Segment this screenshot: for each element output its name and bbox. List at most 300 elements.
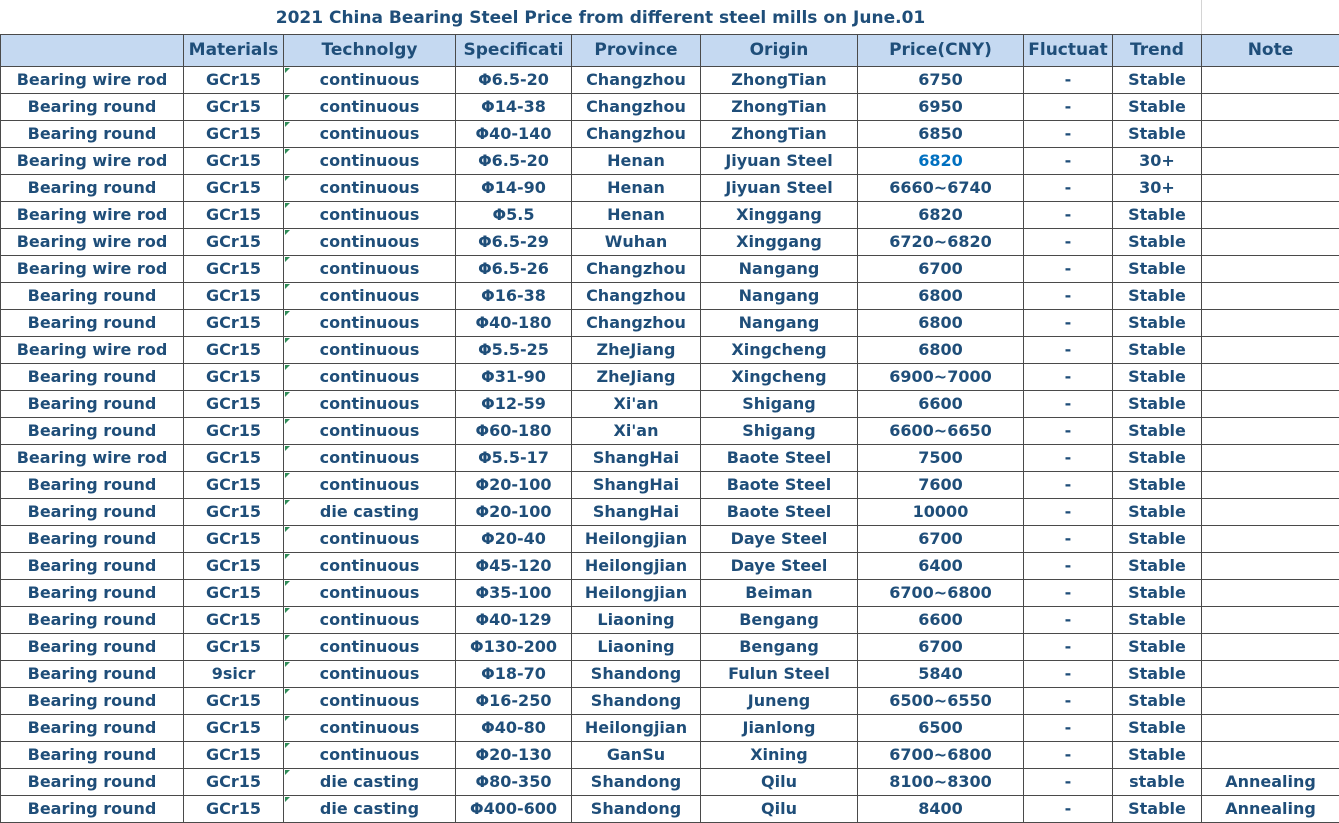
- cell-technology[interactable]: continuous: [284, 337, 456, 364]
- cell-origin[interactable]: Qilu: [701, 769, 858, 796]
- cell-province[interactable]: Changzhou: [572, 283, 701, 310]
- cell-specification[interactable]: Φ5.5-25: [456, 337, 572, 364]
- cell-note[interactable]: [1202, 472, 1339, 499]
- cell-trend[interactable]: Stable: [1113, 742, 1202, 769]
- cell-origin[interactable]: ZhongTian: [701, 67, 858, 94]
- cell-product-name[interactable]: Bearing round: [1, 796, 184, 823]
- cell-note[interactable]: [1202, 121, 1339, 148]
- cell-material[interactable]: GCr15: [184, 310, 284, 337]
- cell-province[interactable]: Henan: [572, 175, 701, 202]
- cell-specification[interactable]: Φ6.5-20: [456, 148, 572, 175]
- cell-origin[interactable]: Xinggang: [701, 202, 858, 229]
- cell-trend[interactable]: Stable: [1113, 391, 1202, 418]
- cell-fluctuation[interactable]: -: [1024, 202, 1113, 229]
- cell-specification[interactable]: Φ35-100: [456, 580, 572, 607]
- cell-origin[interactable]: Nangang: [701, 310, 858, 337]
- cell-price[interactable]: 6800: [858, 283, 1024, 310]
- cell-specification[interactable]: Φ40-140: [456, 121, 572, 148]
- cell-price[interactable]: 6700~6800: [858, 742, 1024, 769]
- cell-technology[interactable]: continuous: [284, 283, 456, 310]
- cell-material[interactable]: GCr15: [184, 337, 284, 364]
- header-name[interactable]: [1, 35, 184, 67]
- cell-technology[interactable]: continuous: [284, 67, 456, 94]
- cell-price[interactable]: 6850: [858, 121, 1024, 148]
- cell-origin[interactable]: Nangang: [701, 283, 858, 310]
- cell-price[interactable]: 6800: [858, 310, 1024, 337]
- cell-product-name[interactable]: Bearing wire rod: [1, 229, 184, 256]
- cell-note[interactable]: [1202, 661, 1339, 688]
- cell-trend[interactable]: Stable: [1113, 310, 1202, 337]
- cell-province[interactable]: GanSu: [572, 742, 701, 769]
- cell-specification[interactable]: Φ16-38: [456, 283, 572, 310]
- cell-fluctuation[interactable]: -: [1024, 796, 1113, 823]
- cell-fluctuation[interactable]: -: [1024, 499, 1113, 526]
- cell-technology[interactable]: continuous: [284, 634, 456, 661]
- cell-trend[interactable]: Stable: [1113, 499, 1202, 526]
- cell-note[interactable]: [1202, 283, 1339, 310]
- cell-trend[interactable]: Stable: [1113, 121, 1202, 148]
- cell-product-name[interactable]: Bearing round: [1, 580, 184, 607]
- cell-trend[interactable]: Stable: [1113, 202, 1202, 229]
- header-technology[interactable]: Technolgy: [284, 35, 456, 67]
- cell-specification[interactable]: Φ6.5-26: [456, 256, 572, 283]
- header-trend[interactable]: Trend: [1113, 35, 1202, 67]
- cell-origin[interactable]: Baote Steel: [701, 472, 858, 499]
- cell-note[interactable]: [1202, 310, 1339, 337]
- cell-fluctuation[interactable]: -: [1024, 715, 1113, 742]
- cell-fluctuation[interactable]: -: [1024, 742, 1113, 769]
- cell-technology[interactable]: continuous: [284, 391, 456, 418]
- cell-technology[interactable]: continuous: [284, 607, 456, 634]
- cell-origin[interactable]: Xining: [701, 742, 858, 769]
- price-table: [0, 34, 1339, 823]
- cell-price[interactable]: 6600: [858, 607, 1024, 634]
- cell-province[interactable]: Shandong: [572, 796, 701, 823]
- cell-trend[interactable]: Stable: [1113, 337, 1202, 364]
- cell-trend[interactable]: 30+: [1113, 148, 1202, 175]
- header-materials[interactable]: Materials: [184, 35, 284, 67]
- cell-province[interactable]: Changzhou: [572, 121, 701, 148]
- cell-material[interactable]: GCr15: [184, 688, 284, 715]
- cell-technology[interactable]: continuous: [284, 202, 456, 229]
- cell-price[interactable]: 6600: [858, 391, 1024, 418]
- cell-technology[interactable]: continuous: [284, 229, 456, 256]
- cell-province[interactable]: Heilongjian: [572, 553, 701, 580]
- cell-material[interactable]: GCr15: [184, 796, 284, 823]
- cell-price[interactable]: 7500: [858, 445, 1024, 472]
- cell-origin[interactable]: Fulun Steel: [701, 661, 858, 688]
- cell-province[interactable]: Changzhou: [572, 94, 701, 121]
- cell-technology[interactable]: continuous: [284, 94, 456, 121]
- cell-material[interactable]: GCr15: [184, 418, 284, 445]
- cell-trend[interactable]: Stable: [1113, 796, 1202, 823]
- cell-origin[interactable]: Qilu: [701, 796, 858, 823]
- cell-note[interactable]: [1202, 391, 1339, 418]
- cell-trend[interactable]: Stable: [1113, 94, 1202, 121]
- cell-technology[interactable]: continuous: [284, 580, 456, 607]
- cell-note[interactable]: [1202, 688, 1339, 715]
- cell-note[interactable]: [1202, 418, 1339, 445]
- cell-province[interactable]: Shandong: [572, 769, 701, 796]
- cell-note[interactable]: [1202, 337, 1339, 364]
- cell-product-name[interactable]: Bearing wire rod: [1, 67, 184, 94]
- table-row: [1, 553, 1339, 580]
- cell-trend[interactable]: Stable: [1113, 229, 1202, 256]
- cell-price[interactable]: 6700~6800: [858, 580, 1024, 607]
- cell-product-name[interactable]: Bearing wire rod: [1, 256, 184, 283]
- cell-product-name[interactable]: Bearing round: [1, 175, 184, 202]
- cell-fluctuation[interactable]: -: [1024, 337, 1113, 364]
- cell-province[interactable]: Heilongjian: [572, 715, 701, 742]
- cell-note[interactable]: [1202, 175, 1339, 202]
- cell-material[interactable]: GCr15: [184, 121, 284, 148]
- cell-price[interactable]: 6700: [858, 526, 1024, 553]
- cell-trend[interactable]: Stable: [1113, 364, 1202, 391]
- cell-specification[interactable]: Φ80-350: [456, 769, 572, 796]
- cell-note[interactable]: [1202, 499, 1339, 526]
- cell-origin[interactable]: Xinggang: [701, 229, 858, 256]
- cell-material[interactable]: GCr15: [184, 391, 284, 418]
- cell-note[interactable]: [1202, 202, 1339, 229]
- cell-trend[interactable]: stable: [1113, 769, 1202, 796]
- cell-note[interactable]: [1202, 607, 1339, 634]
- cell-province[interactable]: ZheJiang: [572, 337, 701, 364]
- cell-technology[interactable]: continuous: [284, 553, 456, 580]
- cell-technology[interactable]: continuous: [284, 418, 456, 445]
- cell-specification[interactable]: Φ20-100: [456, 499, 572, 526]
- cell-technology[interactable]: continuous: [284, 310, 456, 337]
- title-row: [0, 0, 1339, 34]
- cell-specification[interactable]: Φ40-180: [456, 310, 572, 337]
- table-row: [1, 202, 1339, 229]
- cell-province[interactable]: ShangHai: [572, 445, 701, 472]
- cell-technology[interactable]: continuous: [284, 121, 456, 148]
- cell-product-name[interactable]: Bearing round: [1, 418, 184, 445]
- cell-trend[interactable]: Stable: [1113, 580, 1202, 607]
- cell-product-name[interactable]: Bearing round: [1, 94, 184, 121]
- cell-product-name[interactable]: Bearing round: [1, 634, 184, 661]
- cell-product-name[interactable]: Bearing round: [1, 499, 184, 526]
- cell-trend[interactable]: Stable: [1113, 283, 1202, 310]
- cell-material[interactable]: GCr15: [184, 526, 284, 553]
- cell-technology[interactable]: die casting: [284, 796, 456, 823]
- cell-province[interactable]: Heilongjian: [572, 526, 701, 553]
- header-price[interactable]: Price(CNY): [858, 35, 1024, 67]
- cell-province[interactable]: ShangHai: [572, 472, 701, 499]
- cell-price[interactable]: 7600: [858, 472, 1024, 499]
- cell-material[interactable]: GCr15: [184, 229, 284, 256]
- cell-price[interactable]: 6500: [858, 715, 1024, 742]
- cell-specification[interactable]: Φ5.5: [456, 202, 572, 229]
- cell-fluctuation[interactable]: -: [1024, 283, 1113, 310]
- cell-province[interactable]: Changzhou: [572, 67, 701, 94]
- cell-fluctuation[interactable]: -: [1024, 553, 1113, 580]
- cell-material[interactable]: GCr15: [184, 283, 284, 310]
- cell-fluctuation[interactable]: -: [1024, 121, 1113, 148]
- cell-product-name[interactable]: Bearing round: [1, 553, 184, 580]
- cell-material[interactable]: GCr15: [184, 202, 284, 229]
- cell-note[interactable]: [1202, 445, 1339, 472]
- table-row: [1, 337, 1339, 364]
- cell-fluctuation[interactable]: -: [1024, 688, 1113, 715]
- cell-fluctuation[interactable]: -: [1024, 229, 1113, 256]
- cell-trend[interactable]: Stable: [1113, 553, 1202, 580]
- cell-product-name[interactable]: Bearing wire rod: [1, 337, 184, 364]
- cell-origin[interactable]: ZhongTian: [701, 94, 858, 121]
- cell-trend[interactable]: Stable: [1113, 607, 1202, 634]
- cell-province[interactable]: Liaoning: [572, 634, 701, 661]
- cell-product-name[interactable]: Bearing round: [1, 283, 184, 310]
- cell-origin[interactable]: Jiyuan Steel: [701, 175, 858, 202]
- cell-specification[interactable]: Φ45-120: [456, 553, 572, 580]
- cell-product-name[interactable]: Bearing round: [1, 391, 184, 418]
- cell-origin[interactable]: ZhongTian: [701, 121, 858, 148]
- table-row: [1, 283, 1339, 310]
- cell-technology[interactable]: continuous: [284, 742, 456, 769]
- cell-technology[interactable]: continuous: [284, 256, 456, 283]
- cell-province[interactable]: Liaoning: [572, 607, 701, 634]
- cell-trend[interactable]: Stable: [1113, 472, 1202, 499]
- cell-trend[interactable]: Stable: [1113, 688, 1202, 715]
- cell-fluctuation[interactable]: -: [1024, 418, 1113, 445]
- cell-province[interactable]: ZheJiang: [572, 364, 701, 391]
- cell-note[interactable]: Annealing: [1202, 796, 1339, 823]
- cell-province[interactable]: Henan: [572, 148, 701, 175]
- cell-province[interactable]: Xi'an: [572, 391, 701, 418]
- table-row: [1, 94, 1339, 121]
- cell-trend[interactable]: Stable: [1113, 661, 1202, 688]
- cell-fluctuation[interactable]: -: [1024, 526, 1113, 553]
- cell-specification[interactable]: Φ130-200: [456, 634, 572, 661]
- cell-fluctuation[interactable]: -: [1024, 364, 1113, 391]
- cell-product-name[interactable]: Bearing round: [1, 121, 184, 148]
- cell-trend[interactable]: Stable: [1113, 715, 1202, 742]
- cell-province[interactable]: Wuhan: [572, 229, 701, 256]
- cell-technology[interactable]: continuous: [284, 445, 456, 472]
- cell-product-name[interactable]: Bearing round: [1, 769, 184, 796]
- cell-price[interactable]: 6700: [858, 634, 1024, 661]
- cell-product-name[interactable]: Bearing wire rod: [1, 445, 184, 472]
- cell-price[interactable]: 6820: [858, 202, 1024, 229]
- cell-note[interactable]: [1202, 148, 1339, 175]
- cell-product-name[interactable]: Bearing round: [1, 661, 184, 688]
- cell-fluctuation[interactable]: -: [1024, 472, 1113, 499]
- cell-material[interactable]: GCr15: [184, 634, 284, 661]
- cell-price[interactable]: 6900~7000: [858, 364, 1024, 391]
- cell-product-name[interactable]: Bearing round: [1, 310, 184, 337]
- cell-price[interactable]: 6750: [858, 67, 1024, 94]
- cell-price[interactable]: 6400: [858, 553, 1024, 580]
- cell-fluctuation[interactable]: -: [1024, 445, 1113, 472]
- cell-note[interactable]: [1202, 634, 1339, 661]
- cell-price[interactable]: 6700: [858, 256, 1024, 283]
- cell-material[interactable]: GCr15: [184, 445, 284, 472]
- table-row: [1, 256, 1339, 283]
- cell-specification[interactable]: Φ400-600: [456, 796, 572, 823]
- cell-material[interactable]: GCr15: [184, 742, 284, 769]
- cell-specification[interactable]: Φ5.5-17: [456, 445, 572, 472]
- header-note[interactable]: Note: [1202, 35, 1339, 67]
- cell-product-name[interactable]: Bearing wire rod: [1, 148, 184, 175]
- cell-specification[interactable]: Φ20-100: [456, 472, 572, 499]
- cell-fluctuation[interactable]: -: [1024, 67, 1113, 94]
- cell-trend[interactable]: 30+: [1113, 175, 1202, 202]
- cell-origin[interactable]: Daye Steel: [701, 526, 858, 553]
- cell-specification[interactable]: Φ12-59: [456, 391, 572, 418]
- cell-note[interactable]: [1202, 67, 1339, 94]
- cell-specification[interactable]: Φ18-70: [456, 661, 572, 688]
- cell-technology[interactable]: continuous: [284, 688, 456, 715]
- cell-technology[interactable]: continuous: [284, 526, 456, 553]
- cell-origin[interactable]: Juneng: [701, 688, 858, 715]
- cell-material[interactable]: GCr15: [184, 94, 284, 121]
- cell-fluctuation[interactable]: -: [1024, 256, 1113, 283]
- cell-fluctuation[interactable]: -: [1024, 607, 1113, 634]
- cell-specification[interactable]: Φ14-90: [456, 175, 572, 202]
- cell-technology[interactable]: die casting: [284, 769, 456, 796]
- cell-specification[interactable]: Φ20-130: [456, 742, 572, 769]
- cell-fluctuation[interactable]: -: [1024, 634, 1113, 661]
- cell-fluctuation[interactable]: -: [1024, 310, 1113, 337]
- cell-specification[interactable]: Φ20-40: [456, 526, 572, 553]
- cell-product-name[interactable]: Bearing round: [1, 607, 184, 634]
- cell-province[interactable]: Changzhou: [572, 256, 701, 283]
- cell-product-name[interactable]: Bearing round: [1, 742, 184, 769]
- cell-price[interactable]: 6660~6740: [858, 175, 1024, 202]
- table-row: [1, 67, 1339, 94]
- cell-origin[interactable]: Shigang: [701, 418, 858, 445]
- cell-product-name[interactable]: Bearing round: [1, 472, 184, 499]
- cell-origin[interactable]: Bengang: [701, 634, 858, 661]
- cell-trend[interactable]: Stable: [1113, 256, 1202, 283]
- cell-specification[interactable]: Φ31-90: [456, 364, 572, 391]
- cell-province[interactable]: Xi'an: [572, 418, 701, 445]
- header-origin[interactable]: Origin: [701, 35, 858, 67]
- cell-material[interactable]: GCr15: [184, 553, 284, 580]
- cell-note[interactable]: [1202, 94, 1339, 121]
- cell-technology[interactable]: continuous: [284, 175, 456, 202]
- cell-technology[interactable]: continuous: [284, 472, 456, 499]
- cell-product-name[interactable]: Bearing round: [1, 526, 184, 553]
- cell-material[interactable]: GCr15: [184, 607, 284, 634]
- header-fluctuation[interactable]: Fluctuat: [1024, 35, 1113, 67]
- header-province[interactable]: Province: [572, 35, 701, 67]
- cell-fluctuation[interactable]: -: [1024, 175, 1113, 202]
- cell-product-name[interactable]: Bearing round: [1, 364, 184, 391]
- cell-origin[interactable]: Xingcheng: [701, 337, 858, 364]
- cell-technology[interactable]: continuous: [284, 715, 456, 742]
- cell-material[interactable]: GCr15: [184, 715, 284, 742]
- cell-province[interactable]: Henan: [572, 202, 701, 229]
- cell-trend[interactable]: Stable: [1113, 526, 1202, 553]
- cell-technology[interactable]: continuous: [284, 148, 456, 175]
- cell-technology[interactable]: continuous: [284, 661, 456, 688]
- cell-price[interactable]: 10000: [858, 499, 1024, 526]
- cell-fluctuation[interactable]: -: [1024, 661, 1113, 688]
- cell-material[interactable]: GCr15: [184, 580, 284, 607]
- cell-origin[interactable]: Baote Steel: [701, 499, 858, 526]
- cell-fluctuation[interactable]: -: [1024, 580, 1113, 607]
- cell-specification[interactable]: Φ6.5-20: [456, 67, 572, 94]
- cell-material[interactable]: 9sicr: [184, 661, 284, 688]
- cell-note[interactable]: [1202, 580, 1339, 607]
- cell-price[interactable]: 8400: [858, 796, 1024, 823]
- cell-note[interactable]: [1202, 364, 1339, 391]
- cell-product-name[interactable]: Bearing round: [1, 715, 184, 742]
- cell-origin[interactable]: Jianlong: [701, 715, 858, 742]
- cell-material[interactable]: GCr15: [184, 472, 284, 499]
- cell-price[interactable]: 6720~6820: [858, 229, 1024, 256]
- cell-trend[interactable]: Stable: [1113, 634, 1202, 661]
- cell-origin[interactable]: Xingcheng: [701, 364, 858, 391]
- cell-price[interactable]: 6500~6550: [858, 688, 1024, 715]
- cell-trend[interactable]: Stable: [1113, 67, 1202, 94]
- cell-province[interactable]: Changzhou: [572, 310, 701, 337]
- cell-origin[interactable]: Daye Steel: [701, 553, 858, 580]
- cell-fluctuation[interactable]: -: [1024, 391, 1113, 418]
- cell-province[interactable]: Heilongjian: [572, 580, 701, 607]
- cell-note[interactable]: [1202, 256, 1339, 283]
- cell-specification[interactable]: Φ16-250: [456, 688, 572, 715]
- cell-origin[interactable]: Jiyuan Steel: [701, 148, 858, 175]
- cell-fluctuation[interactable]: -: [1024, 769, 1113, 796]
- cell-origin[interactable]: Bengang: [701, 607, 858, 634]
- table-row: [1, 445, 1339, 472]
- cell-product-name[interactable]: Bearing round: [1, 688, 184, 715]
- cell-trend[interactable]: Stable: [1113, 445, 1202, 472]
- cell-note[interactable]: [1202, 715, 1339, 742]
- cell-material[interactable]: GCr15: [184, 256, 284, 283]
- cell-price[interactable]: 6950: [858, 94, 1024, 121]
- cell-province[interactable]: Shandong: [572, 661, 701, 688]
- cell-origin[interactable]: Shigang: [701, 391, 858, 418]
- cell-specification[interactable]: Φ6.5-29: [456, 229, 572, 256]
- cell-technology[interactable]: continuous: [284, 364, 456, 391]
- cell-origin[interactable]: Baote Steel: [701, 445, 858, 472]
- cell-province[interactable]: ShangHai: [572, 499, 701, 526]
- cell-fluctuation[interactable]: -: [1024, 94, 1113, 121]
- cell-technology[interactable]: die casting: [284, 499, 456, 526]
- cell-note[interactable]: Annealing: [1202, 769, 1339, 796]
- cell-note[interactable]: [1202, 553, 1339, 580]
- cell-material[interactable]: GCr15: [184, 364, 284, 391]
- header-specification[interactable]: Specificati: [456, 35, 572, 67]
- cell-origin[interactable]: Nangang: [701, 256, 858, 283]
- cell-note[interactable]: [1202, 526, 1339, 553]
- cell-material[interactable]: GCr15: [184, 148, 284, 175]
- cell-price[interactable]: 6820: [858, 148, 1024, 175]
- cell-material[interactable]: GCr15: [184, 769, 284, 796]
- cell-price[interactable]: 6800: [858, 337, 1024, 364]
- cell-origin[interactable]: Beiman: [701, 580, 858, 607]
- cell-note[interactable]: [1202, 742, 1339, 769]
- cell-specification[interactable]: Φ40-129: [456, 607, 572, 634]
- cell-specification[interactable]: Φ14-38: [456, 94, 572, 121]
- cell-trend[interactable]: Stable: [1113, 418, 1202, 445]
- cell-material[interactable]: GCr15: [184, 499, 284, 526]
- cell-product-name[interactable]: Bearing wire rod: [1, 202, 184, 229]
- cell-material[interactable]: GCr15: [184, 67, 284, 94]
- cell-price[interactable]: 5840: [858, 661, 1024, 688]
- cell-material[interactable]: GCr15: [184, 175, 284, 202]
- cell-province[interactable]: Shandong: [572, 688, 701, 715]
- cell-specification[interactable]: Φ60-180: [456, 418, 572, 445]
- cell-fluctuation[interactable]: -: [1024, 148, 1113, 175]
- cell-price[interactable]: 8100~8300: [858, 769, 1024, 796]
- cell-specification[interactable]: Φ40-80: [456, 715, 572, 742]
- cell-note[interactable]: [1202, 229, 1339, 256]
- cell-price[interactable]: 6600~6650: [858, 418, 1024, 445]
